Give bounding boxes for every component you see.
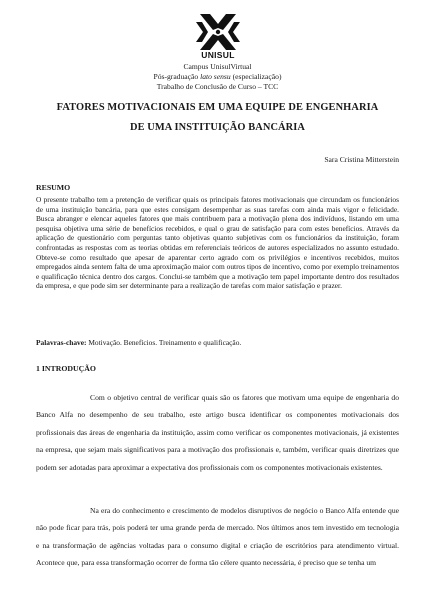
keywords-label: Palavras-chave: <box>36 338 87 347</box>
title-line-2: DE UMA INSTITUIÇÃO BANCÁRIA <box>129 122 306 133</box>
abstract-heading: RESUMO <box>36 183 71 192</box>
intro-paragraph-1: Com o objetivo central de verificar quais são os fatores que motivam uma equipe de engenharia do Banco Alfa no desempenho de seu trabalho, este artigo busca identificar os componentes motivacionais dos profissionais das áreas de engenharia da instituição, assim como verificar os componentes motivacionais, já existentes na empresa, que sejam mais significativos para a motivação dos profissionais e, também, verificar quais diretrizes que podem ser adotadas para aproximar a expectativa dos profissionais com os componentes motivacionais existentes. <box>36 393 399 472</box>
course-work-line: Trabalho de Conclusão de Curso – TCC <box>156 82 279 91</box>
keywords-text: Motivação. Benefícios. Treinamento e qualificação. <box>86 338 242 347</box>
keywords-line <box>36 338 399 348</box>
institution-header <box>0 62 435 92</box>
campus-line: Campus UnisulVirtual <box>183 62 252 71</box>
intro-paragraph-2: Na era do conhecimento e crescimento de modelos disruptivos de negócio o Banco Alfa entende que não pode ficar para trás, pois poderá ter uma grande perda de mercado. Nos últimos anos tem investido em tecnologia e na transformação de agências voltadas para o consumo digital e criação de escritórios para atendimento virtual. Acontece que, para essa transformação ocorrer de forma tão célere quanto necessária, é preciso que se tenha um <box>36 506 399 568</box>
lato-sensu-text: lato sensu <box>200 72 231 81</box>
title-line-1: FATORES MOTIVACIONAIS EM UMA EQUIPE DE ENGENHARIA <box>56 102 379 113</box>
paper-title <box>40 98 395 138</box>
abstract-text: O presente trabalho tem a pretenção de verificar quais os principais fatores motivacionais que circundam os funcionários de uma instituição bancária, para que estes consigam desempenhar as suas tarefas com ainda mais vigor e felicidade. Busca abranger e elencar aqueles fatores que mais contribuem para a motivação plena dos indivíduos, listando em uma pesquisa objetiva uma série de benefícios recebidos, e qual o grau de satisfação para com estes benefícios. Através da aplicação de questionário com perguntas tanto objetivas quanto subjetivas com os funcionários da instituição, foram confrontadas as respostas com as teorias obtidas em referenciais teóricos de autores especializados no assunto estudado. Obteve-se como resultado que apesar de aparentar certo agrado com os privilégios e incentivos recebidos, muitos empregados ainda sentem falta de uma aproximação maior com outros tipos de incentivo, como por exemplo treinamentos e qualificação técnica dentro dos cargos. Conclui-se também que a motivação tem papel importante dentro dos resultados da empresa, e que pode sim ser determinante para a realização de tarefas com maior satisfação e prazer. <box>36 195 399 291</box>
logo-wordmark: UNISUL <box>201 50 235 60</box>
introduction-heading: 1 INTRODUÇÃO <box>36 364 96 373</box>
author-name: Sara Cristina Mitterstein <box>324 155 399 164</box>
program-line: Pós-graduação lato sensu (especialização) <box>153 72 282 81</box>
